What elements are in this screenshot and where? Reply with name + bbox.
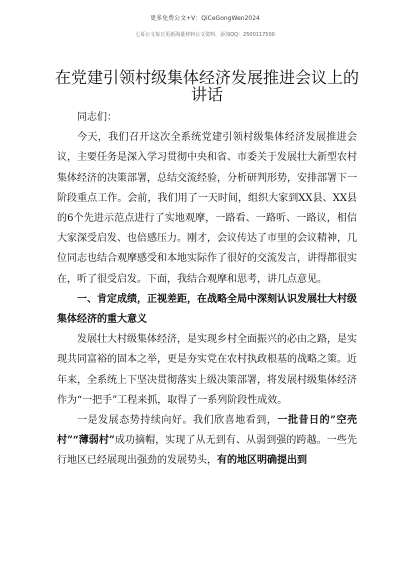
paragraph-significance: 发展壮大村级集体经济，是实现乡村全面振兴的必由之路，是实现共同富裕的固本之举，更是夯实党在农村执政根基的战略之策。近年来，全系统上下坚决贯彻落实上级决策部署，将发展村级集体经济作为“一把手”工程来抓，取得了一系列阶段性成效。	[57, 334, 357, 406]
paragraph-intro: 今天，我们召开这次全系统党建引领村级集体经济发展推进会议，主要任务是深入学习贯彻中央和省、市委关于发展壮大新型农村集体经济的决策部署，总结交流经验，分析研判形势，安排部署下一阶段重点工作。会前，我们用了一天时间，组织大家到XX县、XX县的6个先进示范点进行了实地观摩，一路看、一路听、一路议，相信大家深受启发、也倍感压力。刚才，会议传达了市里的会议精神，几位同志也结合观摩感受和本地实际作了很好的交流发言，讲得都很实在，听了很受启发。下面，我结合观摩和思考，讲几点意见。	[57, 132, 357, 285]
emphasis-text-tail: 有的地区明确提出到	[217, 455, 307, 467]
document-body	[57, 108, 357, 472]
paragraph-development-mid: 成功摘帽，实现了从无到有、从弱到强的跨越。一些先行地区已经展现出强劲的发展势头，	[57, 435, 357, 467]
paragraph-development-lead: 一是发展态势持续向好。我们欣喜地看到，	[77, 415, 278, 427]
watermark-subheader: 七哥公文每日更新海量材料公文资料，添加QQ：2500117500	[135, 32, 275, 38]
emphasis-text: 一批昔日的”空壳村”“薄弱村”	[57, 415, 357, 447]
section-heading-1: 一、肯定成绩，正视差距，在战略全局中深刻认识发展壮大村级集体经济的重大意义	[57, 293, 357, 326]
paragraph-development	[57, 411, 357, 472]
document-title: 在党建引领村级集体经济发展推进会议上的讲话	[54, 68, 359, 104]
watermark-header: 更多免费公文+V：QiCeGongWen2024	[150, 15, 260, 22]
salutation: 同志们：	[77, 112, 117, 123]
